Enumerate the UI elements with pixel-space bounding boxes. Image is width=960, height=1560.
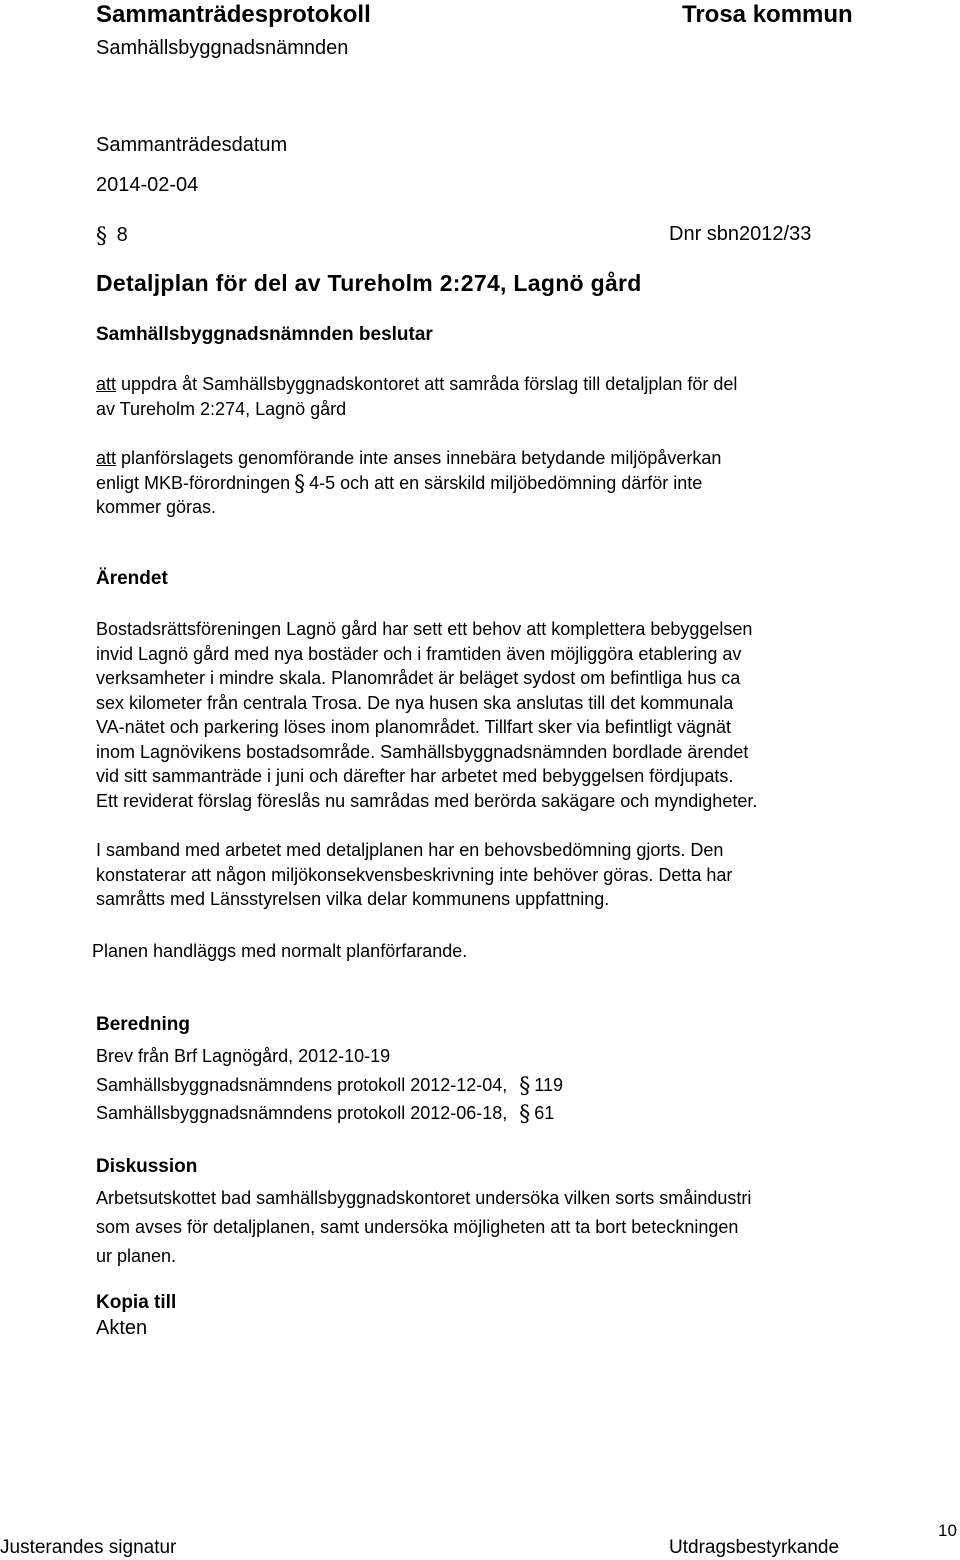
organization-name: Trosa kommun bbox=[682, 1, 853, 28]
case-title: Detaljplan för del av Tureholm 2:274, Lagnö gård bbox=[96, 270, 642, 296]
arendet-p1-line: verksamheter i mindre skala. Planområdet är beläget sydost om befintliga hus ca bbox=[96, 668, 741, 688]
decision-item-2-line-1 bbox=[96, 446, 956, 471]
committee-name: Samhällsbyggnadsnämnden bbox=[96, 37, 349, 59]
meeting-date: 2014-02-04 bbox=[96, 174, 199, 196]
arendet-p1-line: sex kilometer från centrala Trosa. De nya husen ska anslutas till det kommunala bbox=[96, 692, 734, 713]
decision-item-1-line-2: av Tureholm 2:274, Lagnö gård bbox=[96, 398, 347, 419]
decision-item-2 bbox=[96, 446, 956, 520]
arendet-p1-line: vid sitt sammanträde i juni och därefter har arbetet med bebyggelsen fördjupats. bbox=[96, 766, 734, 786]
arendet-p1-line: Ett reviderat förslag föreslås nu samrådas med berörda sakägare och myndigheter. bbox=[96, 790, 758, 811]
diskussion-paragraph bbox=[96, 1184, 956, 1271]
document-type: Sammanträdesprotokoll bbox=[96, 1, 371, 28]
decision-item-2-line-2-post: 4-5 och att en särskild miljöbedömning därför inte bbox=[309, 472, 703, 493]
arendet-heading: Ärendet bbox=[96, 568, 168, 589]
decision-item-2-text: planförslagets genomförande inte anses innebära betydande miljöpåverkan bbox=[116, 448, 722, 468]
decision-item-2-line-2 bbox=[96, 471, 956, 496]
section-sign-icon: § bbox=[294, 471, 306, 497]
arendet-paragraph-1 bbox=[96, 617, 956, 813]
beredning-list bbox=[96, 1042, 563, 1128]
att-marker: att bbox=[96, 448, 117, 468]
arendet-paragraph-2 bbox=[96, 838, 956, 912]
section-sign-icon: § bbox=[519, 1073, 531, 1099]
beredning-line-2 bbox=[96, 1071, 563, 1100]
kopia-recipient: Akten bbox=[96, 1317, 148, 1339]
certification-label: Utdragsbestyrkande bbox=[669, 1537, 840, 1558]
diskussion-heading: Diskussion bbox=[96, 1156, 198, 1177]
decision-item-1-line-1 bbox=[96, 372, 956, 397]
beredning-line-2-text: Samhällsbyggnadsnämndens protokoll 2012-12-04, bbox=[96, 1074, 508, 1095]
arendet-p2-line: samråtts med Länsstyrelsen vilka delar kommunens uppfattning. bbox=[96, 889, 610, 909]
decision-heading: Samhällsbyggnadsnämnden beslutar bbox=[96, 324, 433, 345]
decision-item-2-line-3: kommer göras. bbox=[96, 497, 217, 517]
meeting-date-label: Sammanträdesdatum bbox=[96, 134, 288, 156]
beredning-heading: Beredning bbox=[96, 1014, 190, 1035]
decision-item-1-text: uppdra åt Samhällsbyggnadskontoret att samråda förslag till detaljplan för del bbox=[116, 374, 738, 394]
beredning-line-3-paragraph: 61 bbox=[534, 1103, 555, 1123]
beredning-line-2-paragraph: 119 bbox=[534, 1074, 563, 1095]
arendet-p2-line: konstaterar att någon miljökonsekvensbeskrivning inte behöver göras. Detta har bbox=[96, 864, 733, 885]
arendet-paragraph-3: Planen handläggs med normalt planförfarande. bbox=[92, 941, 468, 961]
decision-item-1 bbox=[96, 372, 956, 421]
arendet-p1-line: invid Lagnö gård med nya bostäder och i framtiden även möjliggöra etablering av bbox=[96, 643, 742, 664]
section-sign-icon: § bbox=[519, 1102, 531, 1127]
diskussion-line: som avses för detaljplanen, samt undersöka möjligheten att ta bort beteckningen bbox=[96, 1217, 739, 1237]
arendet-p1-line: VA-nätet och parkering löses inom planområdet. Tillfart sker via befintligt vägnät bbox=[96, 717, 731, 737]
arendet-p1-line: inom Lagnövikens bostadsområde. Samhällsbyggnadsnämnden bordlade ärendet bbox=[96, 741, 749, 762]
att-marker: att bbox=[96, 374, 117, 394]
diskussion-line: Arbetsutskottet bad samhällsbyggnadskontoret undersöka vilken sorts småindustri bbox=[96, 1188, 752, 1208]
page-number: 10 bbox=[938, 1521, 957, 1540]
arendet-p2-line: I samband med arbetet med detaljplanen har en behovsbedömning gjorts. Den bbox=[96, 840, 724, 860]
arendet-p1-line: Bostadsrättsföreningen Lagnö gård har sett ett behov att komplettera bebyggelsen bbox=[96, 619, 753, 639]
beredning-line-3 bbox=[96, 1099, 563, 1128]
dnr: Dnr sbn2012/33 bbox=[669, 223, 812, 245]
beredning-line-3-text: Samhällsbyggnadsnämndens protokoll 2012-06-18, bbox=[96, 1103, 508, 1123]
paragraph-number bbox=[96, 222, 128, 247]
paragraph-number-value: 8 bbox=[116, 224, 128, 246]
diskussion-line: ur planen. bbox=[96, 1246, 177, 1266]
kopia-heading: Kopia till bbox=[96, 1292, 177, 1313]
beredning-line-1: Brev från Brf Lagnögård, 2012-10-19 bbox=[96, 1046, 391, 1066]
decision-item-2-line-2-pre: enligt MKB-förordningen bbox=[96, 472, 291, 493]
signature-label: Justerandes signatur bbox=[0, 1537, 177, 1558]
section-sign-icon: § bbox=[96, 224, 107, 249]
